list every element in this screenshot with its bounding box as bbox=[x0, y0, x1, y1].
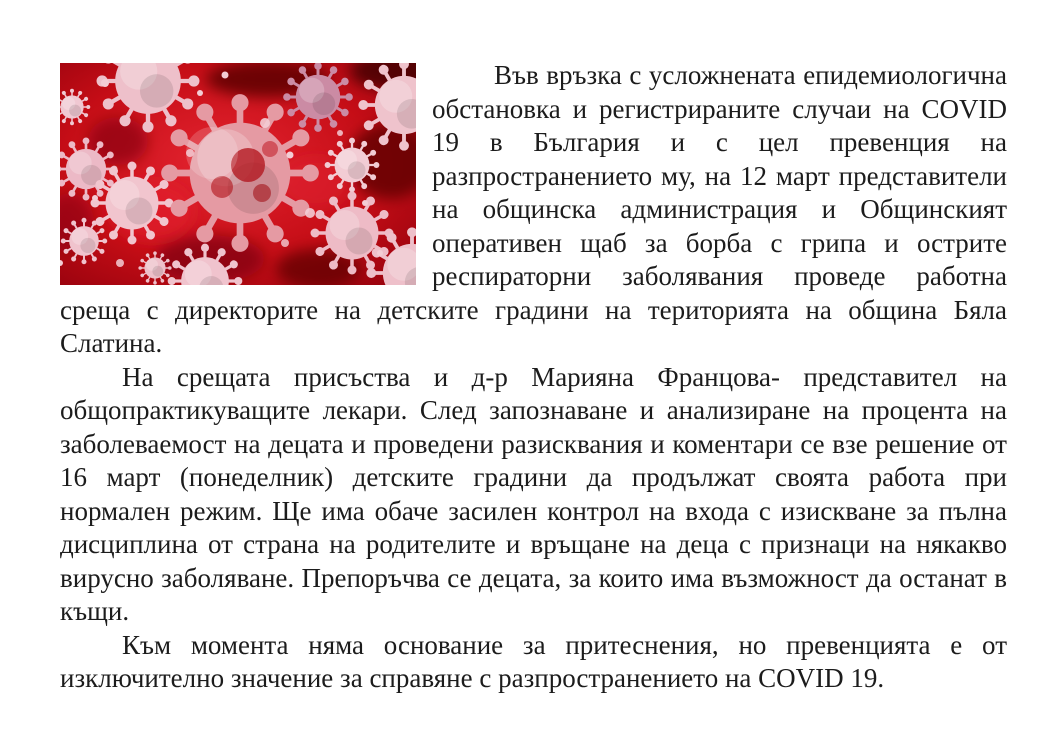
paragraph-meeting-details: На срещата присъства и д-р Марияна Францова- представител на общопрактикуващите лекари. След запознаване и анализиране на процента на заболеваемост на децата и проведени разисквания и коментари се взе решение от 16 март (понеделник) детските градини да продължат своята работа при нормален режим. Ще има обаче засилен контрол на входа с изискване за пълна дисциплина от страна на родителите и връщане на деца с признаци на някакво вирусно заболяване. Препоръчва се децата, за които има възможност да останат в къщи. bbox=[60, 361, 1007, 626]
paragraph-conclusion: Към момента няма основание за притеснения, но превенцията е от изключително значение за справяне с разпространението на COVID 19. bbox=[60, 629, 1007, 693]
coronavirus-image bbox=[60, 63, 416, 285]
coronavirus-illustration-svg bbox=[60, 63, 416, 285]
paragraph-intro: Във връзка с усложнената епидемиологична обстановка и регистрираните случаи на COVID 19 в България и с цел превенция на разпространението му, на 12 март представители на общинска администрация и Общинският оперативен щаб за борба с грипа и острите респираторни заболявания проведе работна среща с директорите на детските градини на територията на община Бяла Слатина. bbox=[60, 60, 1007, 358]
